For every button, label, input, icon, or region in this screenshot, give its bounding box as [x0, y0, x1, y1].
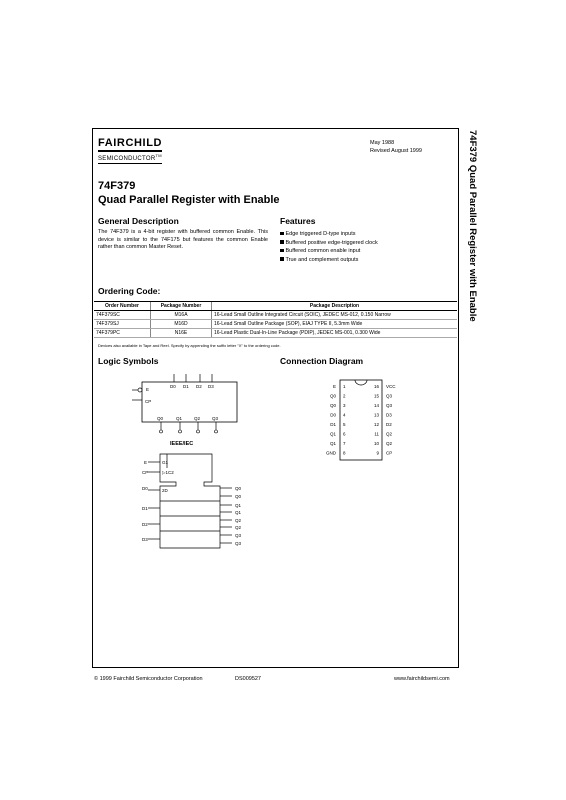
svg-text:E: E: [146, 387, 150, 392]
pin-number: 7: [343, 441, 346, 446]
cell-order-number: 74F379SJ: [94, 320, 151, 329]
pin-label: CP: [386, 450, 393, 456]
feature-item: Edge triggered D-type inputs: [280, 230, 378, 239]
connection-diagram-heading: Connection Diagram: [280, 356, 364, 366]
pin-number: 14: [373, 403, 379, 408]
col-package-number: Package Number: [151, 302, 212, 311]
ordering-code-heading: Ordering Code:: [98, 286, 161, 296]
table-header-row: [94, 302, 457, 311]
pin-label: Q0: [329, 393, 336, 399]
cell-order-number: 74F379SC: [94, 311, 151, 320]
date-original: May 1988: [370, 140, 395, 146]
pin-label: D3: [386, 412, 392, 418]
pin-label: D2: [386, 422, 392, 427]
svg-text:Q1: Q1: [176, 416, 183, 421]
cell-order-number: 74F379PC: [94, 329, 151, 338]
pin-number: 10: [373, 441, 379, 446]
connection-diagram: [318, 378, 418, 468]
pin-number: 9: [376, 450, 379, 456]
svg-text:Q3: Q3: [235, 533, 242, 538]
cell-package-description: 16-Lead Small Outline Integrated Circuit (SOIC), JEDEC MS-012, 0.150 Narrow: [212, 311, 458, 320]
cell-package-number: M16A: [151, 311, 212, 320]
pin-label: D1: [330, 422, 336, 427]
pin-label: E: [332, 384, 336, 389]
pin-label: Q1: [329, 441, 336, 446]
pin-label: GND: [326, 450, 336, 456]
pin-label: Q1: [329, 431, 336, 437]
trademark: TM: [155, 153, 162, 158]
pin-number: 6: [343, 431, 346, 437]
features-list: [280, 230, 378, 264]
svg-text:D0: D0: [142, 486, 148, 491]
svg-text:D2: D2: [196, 384, 202, 389]
logic-symbol-diagram: [130, 372, 250, 444]
svg-text:D3: D3: [208, 384, 214, 389]
pin-number: 2: [343, 393, 346, 399]
pin-label: Q2: [386, 441, 393, 446]
pin-number: 11: [374, 431, 379, 437]
svg-text:CP: CP: [145, 399, 152, 404]
col-package-description: Package Description: [212, 302, 458, 311]
svg-text:D3: D3: [142, 537, 148, 542]
pin-number: 5: [343, 422, 346, 427]
pin-label: D0: [330, 412, 336, 418]
svg-text:Q3: Q3: [235, 541, 242, 546]
svg-text:▷1C2: ▷1C2: [162, 470, 174, 475]
table-row: [94, 320, 457, 329]
pin-number: 1: [343, 384, 346, 389]
table-row: [94, 329, 457, 338]
svg-text:2D: 2D: [162, 488, 168, 493]
svg-text:D0: D0: [170, 384, 176, 389]
cell-package-number: M16D: [151, 320, 212, 329]
svg-text:Q1: Q1: [235, 510, 242, 515]
features-heading: Features: [280, 216, 316, 226]
svg-text:Q1: Q1: [235, 503, 242, 508]
col-order-number: Order Number: [94, 302, 151, 311]
svg-text:D1: D1: [183, 384, 189, 389]
ieee-symbol-diagram: [140, 450, 260, 560]
pin-number: 16: [373, 384, 379, 389]
svg-text:G1: G1: [162, 460, 169, 465]
svg-text:Q2: Q2: [194, 416, 201, 421]
general-description-text: The 74F379 is a 4-bit register with buffered common Enable. This device is similar to the 74F175 but features the common Enable rather than common Master Reset.: [98, 229, 268, 250]
feature-item: Buffered positive edge-triggered clock: [280, 239, 378, 248]
logo-sub: SEMICONDUCTOR™: [98, 153, 162, 162]
pin-number: 8: [343, 450, 346, 456]
pin-number: 15: [373, 393, 379, 399]
pin-label: Q3: [386, 393, 393, 399]
svg-text:CP: CP: [142, 470, 149, 475]
cell-package-description: 16-Lead Plastic Dual-In-Line Package (PDIP), JEDEC MS-001, 0.300 Wide: [212, 329, 458, 338]
copyright: © 1999 Fairchild Semiconductor Corporation: [94, 676, 203, 682]
svg-text:Q0: Q0: [235, 486, 242, 491]
ieee-label: IEEE/IEC: [170, 441, 194, 447]
svg-text:Q0: Q0: [235, 494, 242, 499]
fairchild-logo: [98, 137, 162, 164]
pin-number: 4: [343, 412, 346, 418]
svg-text:Q3: Q3: [212, 416, 219, 421]
ordering-note: Devices also available in Tape and Reel. Specify by appending the suffix letter "X" to the ordering code.: [98, 343, 281, 348]
svg-text:Q2: Q2: [235, 525, 242, 530]
website-link[interactable]: www.fairchildsemi.com: [394, 676, 450, 682]
pin-label: Q3: [386, 403, 393, 408]
logo-name: FAIRCHILD: [98, 137, 162, 152]
date-block: [370, 139, 422, 155]
table-row: [94, 311, 457, 320]
document-number: DS009527: [235, 676, 261, 682]
pin-label: VCC: [386, 384, 396, 389]
cell-package-number: N16E: [151, 329, 212, 338]
pin-label: Q2: [386, 431, 393, 437]
pin-label: Q0: [329, 403, 336, 408]
date-revised: Revised August 1999: [370, 148, 422, 154]
feature-item: Buffered common enable input: [280, 247, 378, 256]
feature-item: True and complement outputs: [280, 256, 378, 265]
pin-number: 13: [373, 412, 379, 418]
general-description-heading: General Description: [98, 216, 179, 226]
svg-text:Q2: Q2: [235, 518, 242, 523]
cell-package-description: 16-Lead Small Outline Package (SOP), EIAJ TYPE II, 5.3mm Wide: [212, 320, 458, 329]
document-title: Quad Parallel Register with Enable: [98, 194, 280, 206]
pin-number: 3: [343, 403, 346, 408]
logic-symbols-heading: Logic Symbols: [98, 356, 159, 366]
svg-text:E: E: [144, 460, 148, 465]
svg-text:D2: D2: [142, 522, 148, 527]
part-number: 74F379: [98, 180, 136, 192]
pin-number: 12: [373, 422, 379, 427]
side-title: 74F379 Quad Parallel Register with Enable: [467, 130, 478, 322]
svg-text:D1: D1: [142, 506, 148, 511]
ordering-table: [94, 301, 457, 338]
svg-text:Q0: Q0: [157, 416, 164, 421]
